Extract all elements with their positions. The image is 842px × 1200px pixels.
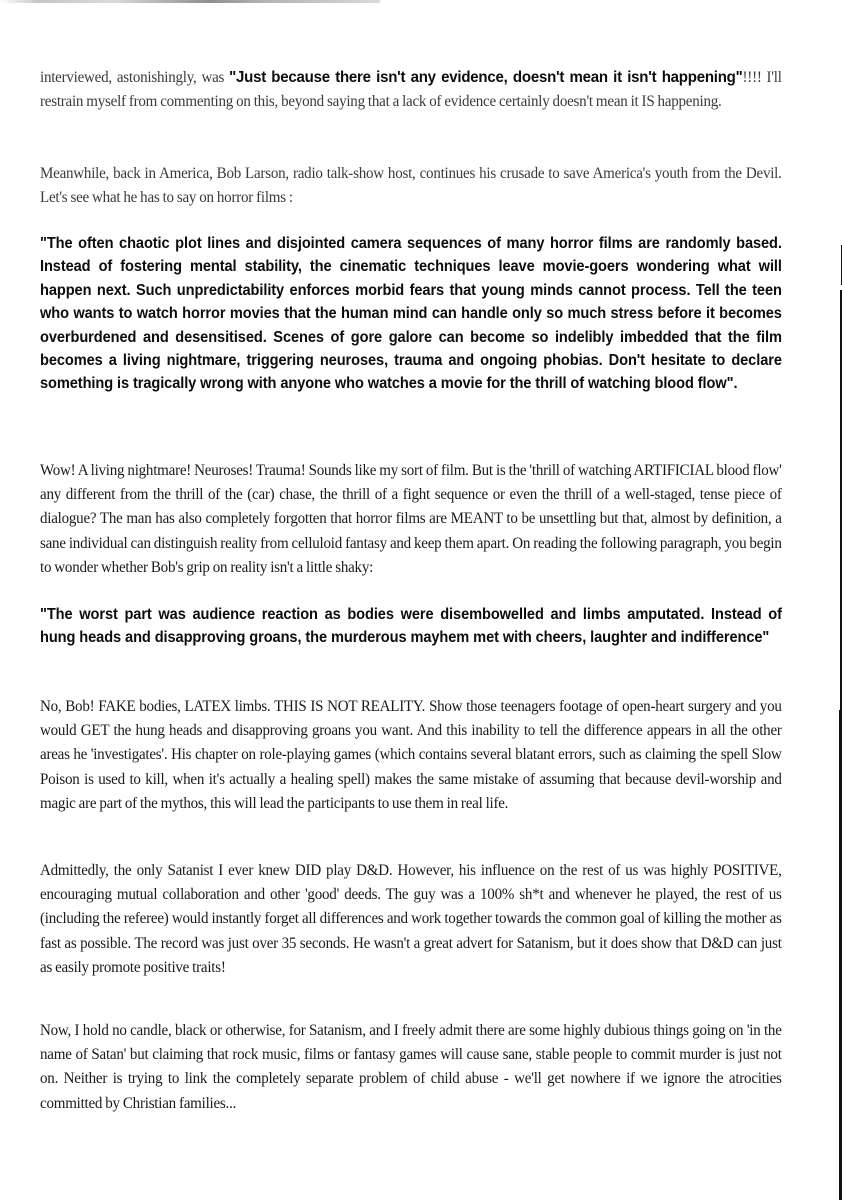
paragraph-not-reality: No, Bob! FAKE bodies, LATEX limbs. THIS IS NOT REALITY. Show those teenagers footage of open-heart surgery and you would GET the hung heads and disapproving groans you want. And this inability to tell the difference appears in all the other areas he 'investigates'. His chapter on role-playing games (which contains several blatant errors, such as claiming the spell Slow Poison is used to kill, when it's actually a healing spell) makes the same mistake of assuming that because devil-worship and magic are part of the mythos, this will lead the participants to use them in real life. [40,698,782,812]
paragraph-tail-text: !!!! I'll restrain myself from commenting on this, beyond saying that a lack of evidence certainly doesn't mean it IS happening. [40,69,782,111]
paragraph-evidence-quote [40,66,782,114]
paragraph-conclusion: Now, I hold no candle, black or otherwise, for Satanism, and I freely admit there are some highly dubious things going on 'in the name of Satan' but claiming that rock music, films or fantasy games will cause sane, stable people to commit murder is just not on. Neither is trying to link the completely separate problem of child abuse - we'll get nowhere if we ignore the atrocities committed by Christian families... [40,1022,782,1112]
paragraph-living-nightmare: Wow! A living nightmare! Neuroses! Trauma! Sounds like my sort of film. But is the 'thrill of watching ARTIFICIAL blood flow' any different from the thrill of the (car) chase, the thrill of a fight sequence or even the thrill of a well-staged, tense piece of dialogue? The man has also completely forgotten that horror films are MEANT to be unsettling but that, almost by definition, a sane individual can distinguish reality from celluloid fantasy and keep them apart. On reading the following paragraph, you begin to wonder whether Bob's grip on reality isn't a little shaky: [40,462,782,576]
paragraph-satanist-dnd: Admittedly, the only Satanist I ever knew DID play D&D. However, his influence on the rest of us was highly POSITIVE, encouraging mutual collaboration and other 'good' deeds. The guy was a 100% sh*t and whenever he played, the rest of us (including the referee) would instantly forget all differences and work together towards the common goal of killing the mother as fast as possible. The record was just over 35 seconds. He wasn't a great advert for Satanism, but it does show that D&D can just as easily promote positive traits! [40,862,782,976]
inline-bold-quote: "Just because there isn't any evidence, doesn't mean it isn't happening" [229,69,743,86]
block-quote-horror-films: "The often chaotic plot lines and disjointed camera sequences of many horror films are randomly based. Instead of fostering mental stability, the cinematic techniques leave movie-goers wondering what will happen next. Such unpredictability enforces morbid fears that young minds cannot process. Tell the teen who wants to watch horror movies that the human mind can handle only so much stress before it becomes overburdened and desensitised. Scenes of gore galore can become so indelibly imbedded that the film becomes a living nightmare, triggering neuroses, trauma and ongoing phobias. Don't hesitate to declare something is tragically wrong with anyone who watches a movie for the thrill of watching blood flow". [40,235,782,393]
paragraph-lead-text: interviewed, astonishingly, was [40,69,230,86]
block-quote-audience-reaction: "The worst part was audience reaction as bodies were disembowelled and limbs amputated. Instead of hung heads and disapproving groans, the murderous mayhem met with cheers, laughter and indifference" [40,606,782,647]
paragraph-bob-larson-intro: Meanwhile, back in America, Bob Larson, radio talk-show host, continues his crusade to save America's youth from the Devil. Let's see what he has to say on horror films : [40,165,782,207]
scan-artifact-top-strip [0,0,380,3]
